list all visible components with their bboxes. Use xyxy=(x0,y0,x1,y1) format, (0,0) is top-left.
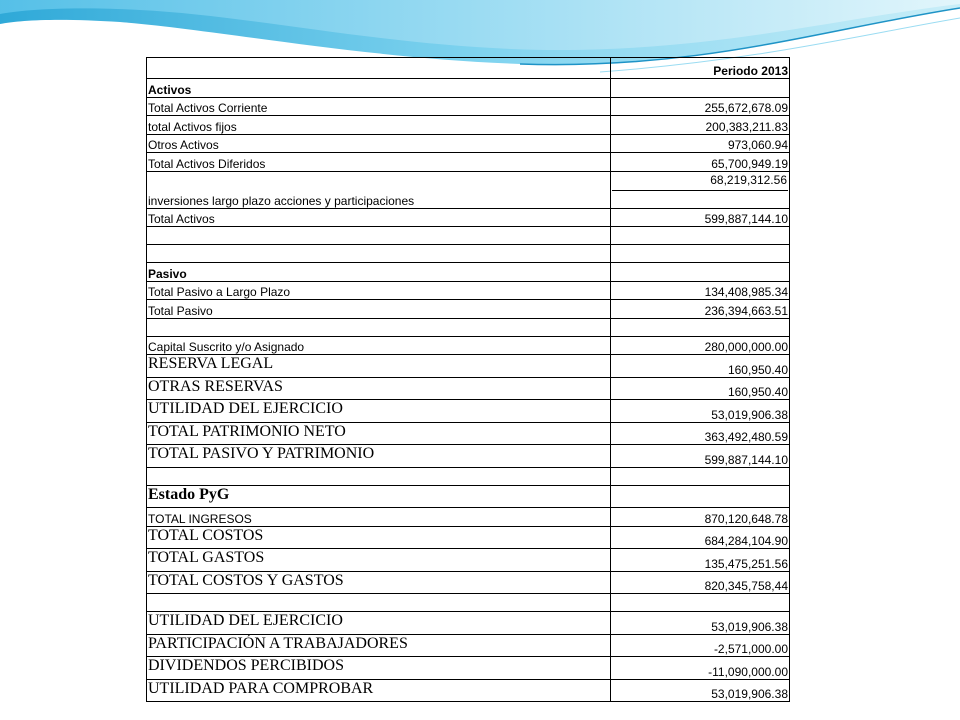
empty-cell xyxy=(147,594,611,612)
empty-cell xyxy=(611,245,790,263)
row-value: -2,571,000.00 xyxy=(611,634,790,657)
table-row xyxy=(147,377,790,400)
row-value: 599,887,144.10 xyxy=(611,208,790,227)
row-value: 135,475,251.56 xyxy=(611,549,790,572)
row-value xyxy=(611,485,790,508)
table-row xyxy=(147,508,790,527)
row-value: 200,383,211.83 xyxy=(611,116,790,135)
row-value: 160,950.40 xyxy=(611,355,790,378)
row-value: 53,019,906.38 xyxy=(611,400,790,423)
row-label: Total Activos Diferidos xyxy=(147,153,611,172)
row-value: 255,672,678.09 xyxy=(611,97,790,116)
section-row-estado-pyg xyxy=(147,485,790,508)
row-value: 134,408,985.34 xyxy=(611,281,790,300)
table-row xyxy=(147,153,790,172)
row-value: 236,394,663.51 xyxy=(611,300,790,319)
empty-cell xyxy=(147,245,611,263)
table-row xyxy=(147,355,790,378)
row-label: TOTAL COSTOS xyxy=(147,526,611,549)
row-label: TOTAL PATRIMONIO NETO xyxy=(147,422,611,445)
row-value xyxy=(611,79,790,98)
row-label: Total Pasivo xyxy=(147,300,611,319)
row-value: 599,887,144.10 xyxy=(611,445,790,468)
table-header-row xyxy=(147,58,790,79)
empty-cell xyxy=(611,227,790,245)
row-value: 363,492,480.59 xyxy=(611,422,790,445)
table-row xyxy=(147,116,790,135)
table-row xyxy=(147,634,790,657)
table-row xyxy=(147,208,790,227)
row-label: Capital Suscrito y/o Asignado xyxy=(147,336,611,355)
row-label: UTILIDAD DEL EJERCICIO xyxy=(147,400,611,423)
table-row xyxy=(147,400,790,423)
table-row xyxy=(147,422,790,445)
table-row xyxy=(147,612,790,635)
empty-cell xyxy=(147,318,611,336)
row-value: 53,019,906.38 xyxy=(611,612,790,635)
row-label: RESERVA LEGAL xyxy=(147,355,611,378)
table-row xyxy=(147,300,790,319)
row-value: 820,345,758,44 xyxy=(611,571,790,594)
row-value: 870,120,648.78 xyxy=(611,508,790,527)
row-label: OTRAS RESERVAS xyxy=(147,377,611,400)
section-row-activos xyxy=(147,79,790,98)
row-value xyxy=(611,263,790,282)
table-row xyxy=(147,657,790,680)
row-label: TOTAL COSTOS Y GASTOS xyxy=(147,571,611,594)
row-label: Total Activos Corriente xyxy=(147,97,611,116)
empty-cell xyxy=(147,227,611,245)
row-label: TOTAL PASIVO Y PATRIMONIO xyxy=(147,445,611,468)
empty-row xyxy=(147,594,790,612)
table-row xyxy=(147,134,790,153)
row-value: 684,284,104.90 xyxy=(611,526,790,549)
table-row xyxy=(147,526,790,549)
empty-row xyxy=(147,318,790,336)
row-label: Total Activos xyxy=(147,208,611,227)
row-label: inversiones largo plazo acciones y participaciones xyxy=(147,171,611,208)
row-label: Pasivo xyxy=(147,263,611,282)
row-label: PARTICIPACIÓN A TRABAJADORES xyxy=(147,634,611,657)
row-label: TOTAL INGRESOS xyxy=(147,508,611,527)
table-row xyxy=(147,171,790,208)
table-row xyxy=(147,549,790,572)
row-value: 973,060.94 xyxy=(611,134,790,153)
section-row-pasivo xyxy=(147,263,790,282)
period-header: Periodo 2013 xyxy=(611,58,790,79)
row-label: total Activos fijos xyxy=(147,116,611,135)
row-value-split xyxy=(611,171,790,208)
empty-subcell xyxy=(612,191,788,208)
empty-cell xyxy=(611,467,790,485)
row-label: Total Pasivo a Largo Plazo xyxy=(147,281,611,300)
row-label: UTILIDAD DEL EJERCICIO xyxy=(147,612,611,635)
row-label: TOTAL GASTOS xyxy=(147,549,611,572)
table-row xyxy=(147,97,790,116)
empty-cell xyxy=(147,467,611,485)
table-row xyxy=(147,571,790,594)
row-label: Estado PyG xyxy=(147,485,611,508)
empty-row xyxy=(147,227,790,245)
empty-cell xyxy=(611,594,790,612)
row-label: UTILIDAD PARA COMPROBAR xyxy=(147,679,611,702)
empty-row xyxy=(147,245,790,263)
table-row xyxy=(147,336,790,355)
row-value: 65,700,949.19 xyxy=(611,153,790,172)
row-value: 53,019,906.38 xyxy=(611,679,790,702)
empty-row xyxy=(147,467,790,485)
row-value: 280,000,000.00 xyxy=(611,336,790,355)
header-empty-cell xyxy=(147,58,611,79)
table-row xyxy=(147,281,790,300)
row-label: DIVIDENDOS PERCIBIDOS xyxy=(147,657,611,680)
table-row xyxy=(147,445,790,468)
row-value: 160,950.40 xyxy=(611,377,790,400)
table-row xyxy=(147,679,790,702)
row-label: Otros Activos xyxy=(147,134,611,153)
row-label: Activos xyxy=(147,79,611,98)
empty-cell xyxy=(611,318,790,336)
financial-statement-table xyxy=(146,57,790,702)
row-value: -11,090,000.00 xyxy=(611,657,790,680)
row-value: 68,219,312.56 xyxy=(612,172,788,191)
